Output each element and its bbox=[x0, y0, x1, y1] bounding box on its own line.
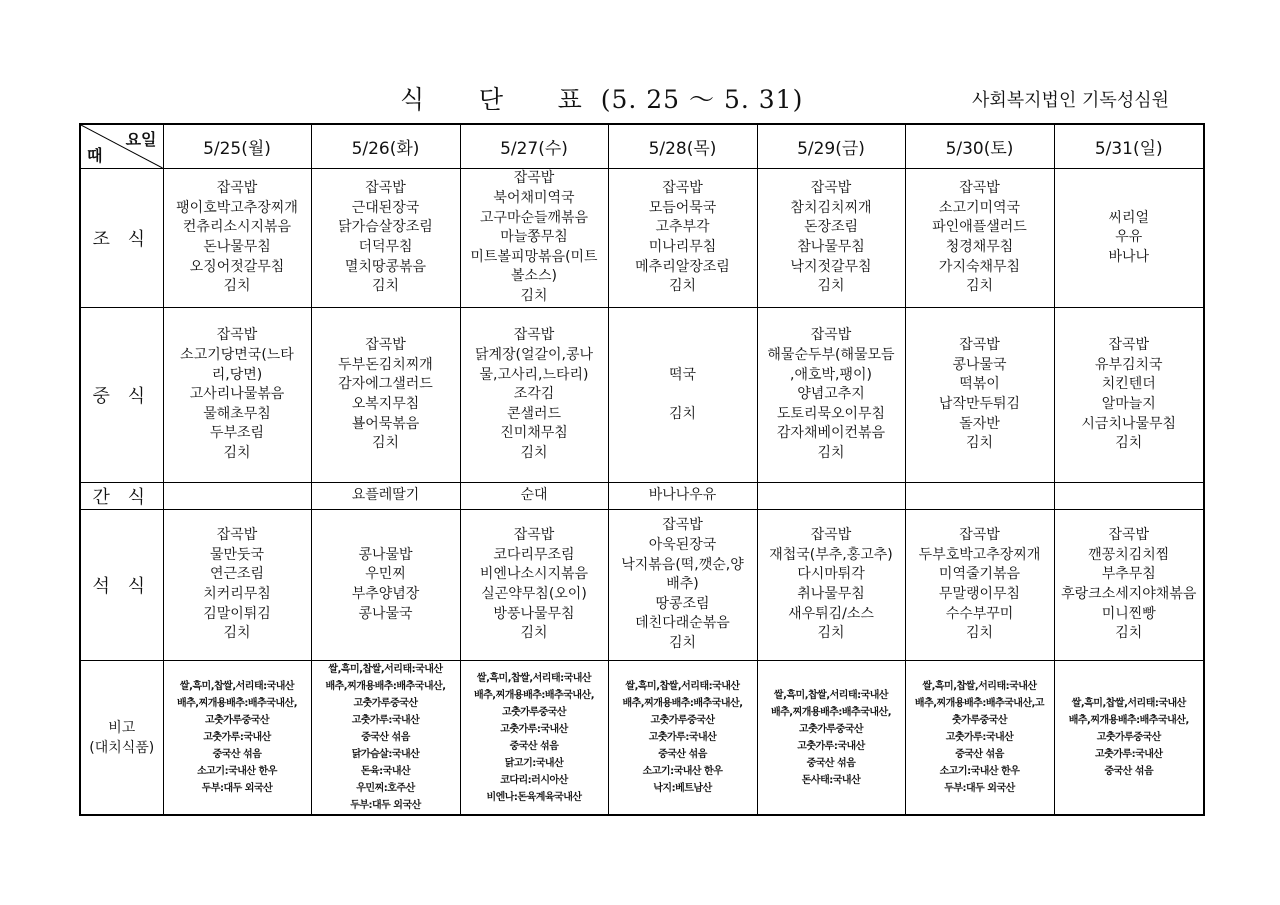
menu-table bbox=[79, 123, 1205, 816]
note-line: 쌀,흑미,찹쌀,서리태:국내산 bbox=[773, 689, 889, 701]
menu-item: 마늘쫑무침 bbox=[500, 229, 568, 246]
menu-item: 다시마튀각 bbox=[797, 566, 865, 583]
note-line: 춧가루중국산 bbox=[952, 715, 1007, 726]
note-line: 배추,찌개용배추:배추국내산, bbox=[1068, 715, 1189, 726]
menu-item: ,애호박,팽이) bbox=[790, 366, 872, 383]
menu-item: 바나나 bbox=[1108, 248, 1150, 265]
note-line: 고춧가루:국내산 bbox=[500, 723, 568, 735]
menu-item: 김치 bbox=[223, 278, 251, 295]
note-line: 중국산 섞음 bbox=[955, 749, 1004, 760]
menu-item: 낙지젓갈무침 bbox=[790, 258, 872, 275]
snack-cell: 순대 bbox=[460, 483, 608, 510]
note-line: 고춧가루:국내산 bbox=[945, 732, 1014, 743]
menu-item: 김치 bbox=[1115, 435, 1143, 452]
dinner-row bbox=[80, 510, 1204, 661]
menu-item: 미역줄기볶음 bbox=[938, 566, 1021, 583]
meal-label-notes bbox=[80, 661, 163, 816]
corner-day-label: 요일 bbox=[125, 130, 157, 149]
note-line: 중국산 섞음 bbox=[509, 740, 559, 752]
menu-cell bbox=[757, 308, 905, 483]
menu-item: 비엔나소시지볶음 bbox=[479, 566, 589, 583]
menu-item: 잡곡밥 bbox=[662, 180, 703, 197]
corner-cell bbox=[80, 124, 163, 169]
menu-cell bbox=[608, 308, 757, 483]
menu-cell bbox=[1054, 510, 1204, 661]
menu-item: 물,고사리,느타리) bbox=[479, 366, 589, 383]
menu-item: 근대된장국 bbox=[351, 199, 420, 216]
menu-item: 잡곡밥 bbox=[513, 170, 555, 187]
menu-item: 취나물무침 bbox=[797, 586, 865, 602]
note-line: 고춧가루:국내산 bbox=[648, 732, 717, 743]
menu-item: 잡곡밥 bbox=[810, 527, 852, 544]
menu-item: 떡국 bbox=[668, 366, 697, 383]
menu-item: 물만둣국 bbox=[209, 546, 265, 563]
note-line: 비엔나:돈육계육국내산 bbox=[486, 791, 582, 803]
menu-item: 컨츄리소시지볶음 bbox=[182, 219, 292, 236]
note-line: 배추,찌개용배추:배추국내산, bbox=[622, 698, 743, 709]
note-line: 배추,찌개용배추:배추국내산, bbox=[176, 698, 298, 709]
note-cell bbox=[460, 661, 608, 816]
note-line: 닭고기:국내산 bbox=[504, 757, 564, 769]
menu-item: 잡곡밥 bbox=[365, 337, 406, 354]
snack-cell: 요플레딸기 bbox=[311, 483, 460, 510]
menu-item: 김치 bbox=[371, 278, 400, 295]
menu-item: 잡곡밥 bbox=[959, 337, 1000, 354]
menu-item: 김치 bbox=[223, 444, 251, 461]
menu-item: 데친다래순볶음 bbox=[635, 615, 730, 632]
snack-cell: 바나나우유 bbox=[608, 483, 757, 510]
menu-item: 무말랭이무침 bbox=[938, 586, 1021, 602]
menu-cell bbox=[311, 510, 460, 661]
note-line: 고춧가루:국내산 bbox=[1094, 749, 1163, 760]
breakfast-row bbox=[80, 169, 1204, 308]
menu-item: 김치 bbox=[1115, 625, 1143, 642]
menu-cell bbox=[1054, 169, 1204, 308]
corner-meal-label: 때 bbox=[87, 146, 103, 165]
note-line: 쌀,흑미,찹쌀,서리태:국내산 bbox=[328, 664, 443, 675]
menu-item: 수수부꾸미 bbox=[945, 605, 1014, 622]
menu-item: 김치 bbox=[520, 444, 548, 461]
note-line: 코다리:러시아산 bbox=[500, 774, 568, 786]
menu-cell bbox=[757, 169, 905, 308]
menu-item: 잡곡밥 bbox=[959, 527, 1000, 544]
menu-item: 메추리알장조림 bbox=[635, 258, 730, 275]
menu-item: 물해초무침 bbox=[203, 405, 271, 422]
menu-item: 김치 bbox=[668, 405, 697, 422]
note-line: 쌀,흑미,찹쌀,서리태:국내산 bbox=[922, 681, 1037, 692]
note-line: 우민찌:호주산 bbox=[356, 783, 415, 794]
menu-item: 김치 bbox=[520, 625, 548, 642]
note-line: 돈사태:국내산 bbox=[801, 774, 861, 786]
menu-item: 김치 bbox=[965, 435, 994, 452]
menu-item: 방풍나물무침 bbox=[493, 605, 575, 622]
note-line: 중국산 섞음 bbox=[658, 749, 707, 760]
note-line: 쌀,흑미,찹쌀,서리태:국내산 bbox=[179, 681, 295, 692]
menu-item: 감자에그샐러드 bbox=[338, 376, 433, 393]
menu-item: 오징어젓갈무침 bbox=[189, 258, 285, 275]
menu-item bbox=[609, 385, 757, 405]
note-line: 쌀,흑미,찹쌀,서리태:국내산 bbox=[1071, 698, 1186, 709]
menu-item: 낙지볶음(떡,깻순,양 bbox=[621, 556, 744, 573]
day-header: 5/27(수) bbox=[460, 124, 608, 169]
page-title: 식 단 표 (5. 25 ～ 5. 31) bbox=[400, 85, 804, 114]
note-line: 두부:대두 외국산 bbox=[944, 783, 1015, 794]
menu-item: 닭가슴살장조림 bbox=[338, 219, 433, 236]
menu-item: 파인애플샐러드 bbox=[932, 219, 1027, 236]
menu-item: 김치 bbox=[817, 278, 845, 295]
menu-item: 진미채무침 bbox=[500, 425, 568, 442]
menu-item: 김치 bbox=[223, 625, 251, 642]
menu-cell bbox=[1054, 308, 1204, 483]
menu-item: 김치 bbox=[668, 278, 697, 295]
day-header: 5/25(월) bbox=[163, 124, 311, 169]
menu-item: 잡곡밥 bbox=[662, 517, 703, 534]
menu-item: 고구마순들깨볶음 bbox=[479, 209, 589, 226]
menu-item: 아욱된장국 bbox=[648, 537, 717, 554]
menu-item: 치커리무침 bbox=[203, 586, 271, 602]
menu-item: 우유 bbox=[1115, 229, 1143, 246]
menu-item: 닭계장(얼갈이,콩나 bbox=[474, 347, 594, 364]
day-header: 5/26(화) bbox=[311, 124, 460, 169]
note-line: 중국산 섞음 bbox=[1104, 766, 1154, 777]
menu-item: 재첩국(부추,홍고추) bbox=[769, 546, 893, 563]
menu-item: 땅콩조림 bbox=[655, 595, 710, 612]
menu-item: 소고기미역국 bbox=[938, 199, 1021, 216]
notes-label-line1: 비고 bbox=[108, 719, 136, 736]
note-line: 두부:대두 외국산 bbox=[201, 783, 273, 794]
menu-item: 부추양념장 bbox=[351, 586, 420, 602]
note-line: 고춧가루:국내산 bbox=[203, 732, 271, 743]
menu-item: 돌자반 bbox=[959, 415, 1000, 432]
menu-item: 가지숙채무침 bbox=[938, 258, 1021, 275]
note-line: 닭가슴살:국내산 bbox=[351, 749, 420, 760]
menu-item: 북어채미역국 bbox=[493, 190, 575, 207]
menu-item: 실곤약무침(오이) bbox=[481, 586, 587, 602]
menu-item: 깬꽁치김치찜 bbox=[1088, 546, 1170, 563]
meal-label-breakfast: 조 식 bbox=[80, 169, 163, 308]
menu-item: 리,당면) bbox=[211, 366, 263, 383]
menu-item: 잡곡밥 bbox=[810, 180, 852, 197]
day-header: 5/29(금) bbox=[757, 124, 905, 169]
menu-item: 잡곡밥 bbox=[216, 180, 258, 197]
notes-label-line2: (대치식품) bbox=[89, 739, 155, 756]
menu-item: 잡곡밥 bbox=[365, 180, 406, 197]
menu-cell bbox=[905, 169, 1054, 308]
note-cell bbox=[311, 661, 460, 816]
menu-item: 후랑크소세지야채볶음 bbox=[1061, 586, 1197, 602]
menu-item: 감자채베이컨볶음 bbox=[776, 425, 886, 442]
menu-item: 조각김 bbox=[513, 386, 555, 403]
menu-item: 연근조림 bbox=[209, 566, 265, 583]
menu-item: 김말이튀김 bbox=[203, 605, 271, 622]
note-line: 중국산 섞음 bbox=[806, 757, 856, 769]
menu-cell bbox=[757, 510, 905, 661]
menu-item: 잡곡밥 bbox=[810, 327, 852, 344]
menu-item: 새우튀김/소스 bbox=[788, 605, 874, 622]
menu-item: 치킨텐더 bbox=[1101, 376, 1156, 393]
menu-item: 고사리나물볶음 bbox=[189, 386, 285, 403]
menu-item: 미니찐빵 bbox=[1101, 605, 1156, 622]
menu-cell bbox=[608, 169, 757, 308]
menu-item: 뵬어묵볶음 bbox=[351, 415, 420, 432]
menu-item: 김치 bbox=[965, 278, 994, 295]
snack-cell bbox=[163, 483, 311, 510]
menu-item: 납작만두튀김 bbox=[938, 396, 1021, 412]
menu-cell bbox=[163, 308, 311, 483]
menu-item: 시금치나물무침 bbox=[1081, 415, 1177, 432]
menu-item: 돈나물무침 bbox=[203, 239, 271, 255]
note-line: 중국산 섞음 bbox=[361, 732, 410, 743]
snack-cell bbox=[905, 483, 1054, 510]
menu-item: 오복지무침 bbox=[351, 396, 420, 412]
menu-item: 코다리무조림 bbox=[493, 546, 575, 563]
menu-item: 우민찌 bbox=[365, 566, 406, 583]
menu-item: 볼소스) bbox=[510, 268, 558, 285]
menu-cell bbox=[460, 169, 608, 308]
note-line: 소고기:국내산 한우 bbox=[939, 766, 1020, 777]
menu-item: 잡곡밥 bbox=[959, 180, 1000, 197]
note-line: 고춧가루:국내산 bbox=[797, 740, 865, 752]
menu-item: 양념고추지 bbox=[797, 386, 865, 403]
menu-cell bbox=[311, 169, 460, 308]
note-line: 고춧가루중국산 bbox=[650, 715, 715, 726]
note-line: 고춧가루중국산 bbox=[1096, 732, 1161, 743]
menu-item: 두부호박고추장찌개 bbox=[918, 546, 1041, 563]
note-line: 쌀,흑미,찹쌀,서리태:국내산 bbox=[625, 681, 740, 692]
menu-item: 김치 bbox=[965, 625, 994, 642]
note-cell bbox=[1054, 661, 1204, 816]
note-line: 두부:대두 외국산 bbox=[350, 800, 421, 811]
menu-item: 참치김치찌개 bbox=[790, 199, 872, 216]
menu-item: 팽이호박고추장찌개 bbox=[176, 199, 298, 216]
meal-label-dinner: 석 식 bbox=[80, 510, 163, 661]
menu-item: 두부조림 bbox=[209, 425, 265, 442]
note-line: 고춧가루:국내산 bbox=[351, 715, 420, 726]
menu-item: 알마늘지 bbox=[1101, 396, 1156, 412]
menu-cell bbox=[460, 510, 608, 661]
note-line: 배추,찌개용배추:배추국내산, bbox=[473, 689, 595, 701]
menu-item: 미나리무침 bbox=[648, 239, 717, 255]
menu-cell bbox=[311, 308, 460, 483]
menu-item: 잡곡밥 bbox=[513, 327, 555, 344]
note-line: 소고기:국내산 한우 bbox=[642, 766, 723, 777]
note-line: 배추,찌개용배추:배추국내산, bbox=[770, 706, 892, 718]
menu-item: 콩나물밥 bbox=[358, 546, 413, 563]
menu-item: 부추무침 bbox=[1101, 566, 1156, 583]
menu-cell bbox=[905, 308, 1054, 483]
menu-item: 미트볼피망볶음(미트 bbox=[470, 248, 598, 265]
menu-cell bbox=[905, 510, 1054, 661]
note-line: 고춧가루중국산 bbox=[798, 723, 864, 735]
lunch-row bbox=[80, 308, 1204, 483]
menu-item: 해물순두부(해물모듬 bbox=[767, 347, 895, 364]
note-line: 소고기:국내산 한우 bbox=[197, 766, 277, 777]
menu-item: 잡곡밥 bbox=[513, 527, 555, 544]
menu-item: 잡곡밥 bbox=[1108, 337, 1150, 354]
menu-item: 김치 bbox=[668, 634, 697, 651]
meal-label-lunch: 중 식 bbox=[80, 308, 163, 483]
menu-item: 잡곡밥 bbox=[216, 327, 258, 344]
menu-cell bbox=[460, 308, 608, 483]
note-line: 고춧가루중국산 bbox=[501, 706, 567, 718]
day-header: 5/30(토) bbox=[905, 124, 1054, 169]
menu-item: 김치 bbox=[520, 287, 548, 304]
snack-cell bbox=[1054, 483, 1204, 510]
notes-row bbox=[80, 661, 1204, 816]
menu-item: 김치 bbox=[817, 625, 845, 642]
menu-item: 씨리얼 bbox=[1108, 209, 1150, 226]
menu-item: 콘샐러드 bbox=[506, 405, 562, 422]
menu-item: 김치 bbox=[817, 444, 845, 461]
note-line: 배추,찌개용배추:배추국내산, bbox=[325, 681, 446, 692]
menu-item: 잡곡밥 bbox=[1108, 527, 1150, 544]
snack-row bbox=[80, 483, 1204, 510]
menu-item: 잡곡밥 bbox=[216, 527, 258, 544]
meal-label-snack: 간 식 bbox=[80, 483, 163, 510]
menu-item: 두부돈김치찌개 bbox=[338, 356, 433, 373]
note-cell bbox=[905, 661, 1054, 816]
menu-item: 콩나물국 bbox=[952, 356, 1007, 373]
note-line: 고춧가루중국산 bbox=[353, 698, 418, 709]
menu-item: 소고기당면국(느타 bbox=[180, 347, 294, 364]
menu-item: 멸치땅콩볶음 bbox=[344, 258, 427, 275]
menu-cell bbox=[163, 510, 311, 661]
note-cell bbox=[608, 661, 757, 816]
note-line: 중국산 섞음 bbox=[212, 749, 262, 760]
day-header: 5/31(일) bbox=[1054, 124, 1204, 169]
menu-item: 모듬어묵국 bbox=[648, 199, 717, 216]
snack-cell bbox=[757, 483, 905, 510]
organization-name: 사회복지법인 기독성심원 bbox=[972, 90, 1169, 111]
day-header: 5/28(목) bbox=[608, 124, 757, 169]
menu-item: 유부김치국 bbox=[1094, 356, 1163, 373]
menu-item: 청경채무침 bbox=[945, 239, 1014, 255]
note-cell bbox=[757, 661, 905, 816]
note-line: 고춧가루중국산 bbox=[204, 715, 270, 726]
note-line: 낙지:베트남산 bbox=[653, 783, 712, 794]
menu-item: 김치 bbox=[371, 435, 400, 452]
note-line: 배추,찌개용배추:배추국내산,고 bbox=[914, 698, 1045, 709]
note-cell bbox=[163, 661, 311, 816]
note-line: 쌀,흑미,찹쌀,서리태:국내산 bbox=[476, 672, 592, 684]
menu-item: 콩나물국 bbox=[358, 605, 413, 622]
menu-item: 도토리묵오이무침 bbox=[776, 405, 886, 422]
menu-item: 참나물무침 bbox=[797, 239, 865, 255]
menu-item: 떡볶이 bbox=[959, 376, 1000, 393]
header-row bbox=[80, 124, 1204, 169]
note-line: 돈육:국내산 bbox=[360, 766, 411, 777]
menu-cell bbox=[163, 169, 311, 308]
menu-item: 고추부각 bbox=[655, 219, 710, 236]
menu-item: 배추) bbox=[666, 576, 699, 593]
menu-item: 더덕무침 bbox=[358, 239, 413, 255]
menu-cell bbox=[608, 510, 757, 661]
menu-item: 돈장조림 bbox=[803, 219, 859, 236]
